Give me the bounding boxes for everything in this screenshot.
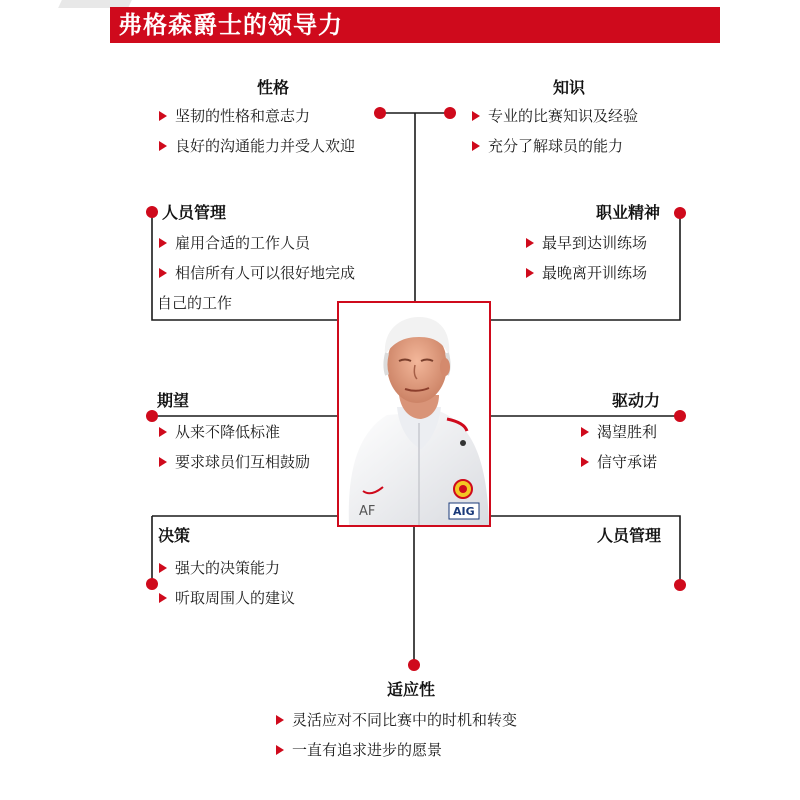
heading-expectations: 期望 <box>157 391 190 410</box>
list-item: 自己的工作 <box>157 294 233 312</box>
list-item: 要求球员们互相鼓励 <box>155 447 310 477</box>
bullet-triangle-icon <box>159 457 167 467</box>
node-drive <box>674 410 686 422</box>
manager-photo <box>337 301 491 527</box>
bullet-triangle-icon <box>159 238 167 248</box>
list-personality <box>155 101 355 161</box>
page-title: 弗格森爵士的领导力 <box>118 10 343 39</box>
list-item: 一直有追求进步的愿景 <box>272 735 517 765</box>
bullet-triangle-icon <box>159 268 167 278</box>
bullet-triangle-icon <box>159 111 167 121</box>
list-adaptability <box>272 705 517 765</box>
heading-professionalism: 职业精神 <box>596 203 661 222</box>
list-item: 充分了解球员的能力 <box>468 131 638 161</box>
node-knowledge <box>444 107 456 119</box>
bullet-triangle-icon <box>581 457 589 467</box>
list-item: 最早到达训练场 <box>522 228 647 258</box>
list-item: 信守承诺 <box>577 447 657 477</box>
node-people-management-2 <box>674 579 686 591</box>
list-item: 良好的沟通能力并受人欢迎 <box>155 131 355 161</box>
connector-top <box>380 113 450 301</box>
bullet-triangle-icon <box>159 141 167 151</box>
list-item: 坚韧的性格和意志力 <box>155 101 355 131</box>
node-people-management-1 <box>146 206 158 218</box>
bullet-triangle-icon <box>581 427 589 437</box>
node-adaptability <box>408 659 420 671</box>
bullet-triangle-icon <box>472 111 480 121</box>
bullet-triangle-icon <box>526 268 534 278</box>
list-item: 听取周围人的建议 <box>155 583 295 613</box>
list-item: 灵活应对不同比赛中的时机和转变 <box>272 705 517 735</box>
heading-people-management-1: 人员管理 <box>162 203 227 222</box>
club-crest-icon <box>454 480 472 498</box>
shirt-initials: AF <box>359 504 376 519</box>
bullet-triangle-icon <box>159 427 167 437</box>
bullet-triangle-icon <box>526 238 534 248</box>
heading-decision: 决策 <box>158 526 191 545</box>
list-professionalism <box>522 228 647 288</box>
list-item: 最晚离开训练场 <box>522 258 647 288</box>
list-item: 渴望胜利 <box>577 417 657 447</box>
manager-portrait-illustration <box>339 303 489 525</box>
list-item: 从来不降低标准 <box>155 417 310 447</box>
list-item: 强大的决策能力 <box>155 553 295 583</box>
heading-knowledge: 知识 <box>553 78 586 97</box>
bullet-triangle-icon <box>159 563 167 573</box>
sponsor-logo: AIG <box>453 505 475 518</box>
heading-drive: 驱动力 <box>612 391 661 410</box>
list-expectations <box>155 417 310 477</box>
list-item: 专业的比赛知识及经验 <box>468 101 638 131</box>
list-item: 相信所有人可以很好地完成 <box>155 258 355 288</box>
list-item: 雇用合适的工作人员 <box>155 228 355 258</box>
bullet-triangle-icon <box>276 745 284 755</box>
list-knowledge <box>468 101 638 161</box>
heading-adaptability: 适应性 <box>387 680 436 699</box>
node-professionalism <box>674 207 686 219</box>
bullet-triangle-icon <box>472 141 480 151</box>
bullet-triangle-icon <box>159 593 167 603</box>
list-decision <box>155 553 295 613</box>
list-people-management-1 <box>155 228 355 318</box>
bullet-triangle-icon <box>276 715 284 725</box>
node-personality <box>374 107 386 119</box>
heading-people-management-2: 人员管理 <box>597 526 662 545</box>
heading-personality: 性格 <box>257 78 290 97</box>
list-drive <box>577 417 657 477</box>
